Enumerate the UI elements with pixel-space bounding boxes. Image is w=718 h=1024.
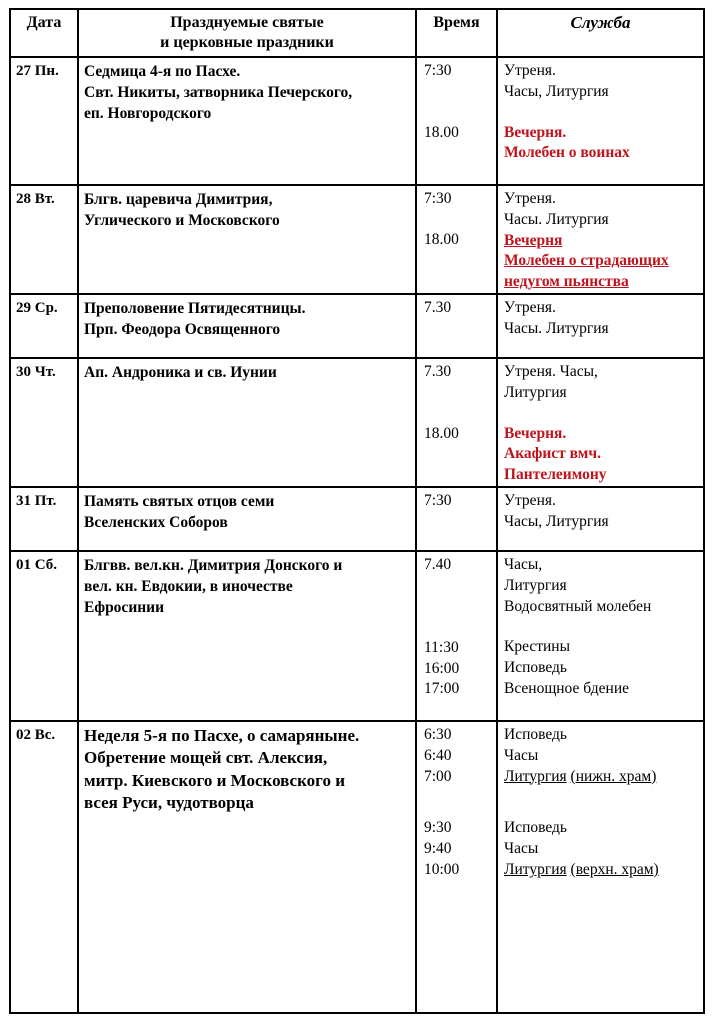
- feast-line: Блгвв. вел.кн. Димитрия Донского и: [84, 556, 343, 574]
- service-item: Часы: [504, 746, 539, 764]
- time-value: 9:40: [424, 840, 452, 858]
- service-item-highlight: Молебен о воинах: [504, 144, 630, 162]
- feast-line: всея Руси, чудотворца: [84, 793, 254, 813]
- service-item: [504, 767, 698, 788]
- row-date: 28 Вт.: [10, 185, 78, 294]
- time-value: 18.00: [424, 424, 459, 442]
- service-item-highlight: недугом пьянства: [504, 273, 629, 291]
- time-value: 18.00: [424, 123, 459, 141]
- row-services: [497, 551, 704, 721]
- row-times: [416, 185, 497, 294]
- time-value: 7.30: [424, 298, 452, 316]
- service-item-highlight: Вечерня.: [504, 424, 567, 442]
- row-times: [416, 294, 497, 358]
- feast-line: Свт. Никиты, затворника Печерского,: [84, 84, 353, 101]
- feast-line: Углического и Московского: [84, 212, 280, 229]
- row-services: [497, 185, 704, 294]
- row-feast: [78, 721, 416, 1013]
- time-value: 6:30: [424, 725, 452, 743]
- service-item: Часы, Литургия: [504, 82, 609, 100]
- time-value: 6:40: [424, 746, 452, 764]
- service-item-underlined: Литургия: [504, 767, 567, 785]
- row-feast: [78, 57, 416, 185]
- service-location: (нижн. храм): [570, 767, 657, 785]
- service-item-underlined: Литургия: [504, 860, 567, 878]
- feast-line: Преполовение Пятидесятницы.: [84, 299, 306, 317]
- time-value: 17:00: [424, 680, 460, 698]
- row-times: [416, 487, 497, 551]
- service-item: Часы,: [504, 555, 543, 573]
- time-value: 7.40: [424, 555, 452, 573]
- row-feast: [78, 358, 416, 487]
- row-date: 01 Сб.: [10, 551, 78, 721]
- service-item: Утреня.: [504, 62, 556, 79]
- table-row: [10, 487, 704, 551]
- feast-line: Прп. Феодора Освященного: [84, 320, 281, 338]
- service-item: Часы: [504, 840, 539, 858]
- row-times: [416, 721, 497, 1013]
- row-date: 29 Ср.: [10, 294, 78, 358]
- time-value: 7:30: [424, 190, 452, 207]
- service-item: Литургия: [504, 576, 567, 594]
- row-date: 31 Пт.: [10, 487, 78, 551]
- time-value: 7:00: [424, 767, 452, 785]
- service-item: Утреня. Часы,: [504, 362, 598, 380]
- feast-line: Седмица 4-я по Пасхе.: [84, 63, 241, 80]
- table-row: [10, 358, 704, 487]
- table-row: [10, 185, 704, 294]
- service-item: Часы, Литургия: [504, 512, 609, 530]
- feast-line: Обретение мощей свт. Алексия,: [84, 748, 328, 768]
- service-item: Часы. Литургия: [504, 319, 609, 337]
- row-date: 30 Чт.: [10, 358, 78, 487]
- feast-line: Неделя 5-я по Пасхе, о самаряныне.: [84, 725, 360, 745]
- header-date: Дата: [10, 9, 78, 57]
- row-services: [497, 487, 704, 551]
- row-date: 27 Пн.: [10, 57, 78, 185]
- feast-line: Вселенских Соборов: [84, 513, 228, 531]
- time-value: 10:00: [424, 860, 460, 878]
- service-item-highlight: Молебен о страдающих: [504, 252, 669, 270]
- service-item-highlight: Акафист вмч.: [504, 445, 601, 463]
- service-item-highlight: Пантелеимону: [504, 466, 607, 484]
- service-item: Литургия: [504, 383, 567, 401]
- service-item-highlight: Вечерня.: [504, 123, 567, 141]
- feast-line: митр. Киевского и Московского и: [84, 770, 346, 790]
- header-feast-line1: Празднуемые святые: [170, 14, 324, 31]
- time-value: 11:30: [424, 638, 459, 656]
- time-value: 7:30: [424, 491, 452, 509]
- feast-line: вел. кн. Евдокии, в иночестве: [84, 577, 293, 595]
- header-time: Время: [416, 9, 497, 57]
- row-services: [497, 294, 704, 358]
- feast-line: Ефросинии: [84, 598, 165, 616]
- time-value: 18.00: [424, 230, 459, 248]
- row-services: [497, 57, 704, 185]
- time-value: 9:30: [424, 819, 452, 837]
- table-row: [10, 294, 704, 358]
- table-row: [10, 551, 704, 721]
- service-item: Водосвятный молебен: [504, 597, 652, 615]
- time-value: 16:00: [424, 659, 460, 677]
- row-times: [416, 551, 497, 721]
- header-row: [10, 9, 704, 57]
- row-feast: [78, 294, 416, 358]
- row-times: [416, 57, 497, 185]
- service-item: Исповедь: [504, 725, 567, 743]
- row-date: 02 Вс.: [10, 721, 78, 1013]
- feast-line: Ап. Андроника и св. Иунии: [84, 363, 277, 381]
- service-item: Крестины: [504, 638, 571, 656]
- feast-line: Блгв. царевича Димитрия,: [84, 191, 273, 208]
- service-item: Утреня.: [504, 190, 556, 207]
- service-item: Исповедь: [504, 659, 567, 677]
- service-item: Всенощное бдение: [504, 679, 629, 697]
- row-feast: [78, 185, 416, 294]
- table-row: [10, 721, 704, 1013]
- row-times: [416, 358, 497, 487]
- service-item-highlight: Вечерня: [504, 231, 563, 249]
- header-service: Служба: [497, 9, 704, 57]
- row-feast: [78, 551, 416, 721]
- header-feast: [78, 9, 416, 57]
- time-value: 7:30: [424, 62, 452, 79]
- service-item: Утреня.: [504, 298, 556, 316]
- service-item: [504, 860, 698, 881]
- feast-line: еп. Новгородского: [84, 105, 212, 122]
- row-feast: [78, 487, 416, 551]
- schedule-table: [9, 8, 705, 1014]
- header-feast-line2: и церковные праздники: [160, 34, 334, 51]
- service-item: Часы. Литургия: [504, 210, 609, 228]
- row-services: [497, 721, 704, 1013]
- table-row: [10, 57, 704, 185]
- row-services: [497, 358, 704, 487]
- feast-line: Память святых отцов семи: [84, 492, 275, 510]
- service-item: Утреня.: [504, 491, 556, 509]
- service-location: (верхн. храм): [570, 860, 659, 878]
- time-value: 7.30: [424, 362, 452, 380]
- service-item: Исповедь: [504, 819, 567, 837]
